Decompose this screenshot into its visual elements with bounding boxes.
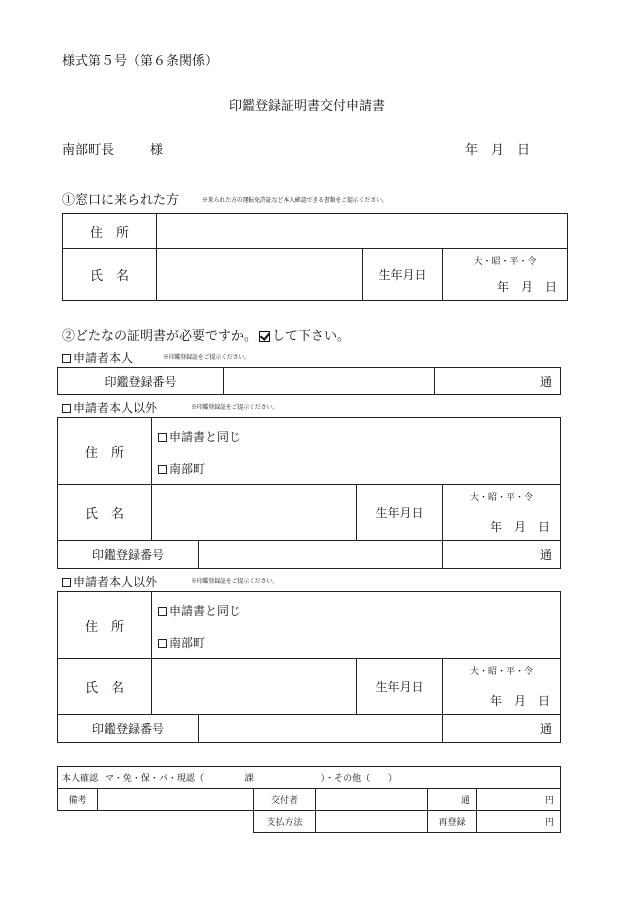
- proxy1-name-label: 氏 名: [58, 485, 152, 541]
- option-self[interactable]: [62, 349, 133, 366]
- visitor-name-field[interactable]: [157, 249, 363, 301]
- proxy1-birth-ymd: 年 月 日: [489, 520, 550, 534]
- visitor-birthdate-label: 生年月日: [363, 249, 443, 301]
- copies-issued-field[interactable]: 通: [428, 789, 477, 811]
- checkmark-box-icon: [259, 331, 270, 342]
- section1-note: ※来られた方の運転免許証など本人確認できる書類をご提示ください。: [202, 197, 388, 204]
- visitor-era-options: 大・昭・平・令: [473, 257, 537, 267]
- proxy2-birthdate-field[interactable]: [443, 659, 561, 715]
- proxy2-birth-ymd: 年 月 日: [489, 694, 550, 708]
- payment-method-label: 支払方法: [254, 811, 316, 833]
- form-title: 印鑑登録証明書交付申請書: [229, 99, 386, 114]
- section2-heading-before: ②どたなの証明書が必要ですか。: [62, 329, 258, 344]
- proxy1-address-field[interactable]: [152, 418, 561, 485]
- self-seal-number-field[interactable]: [224, 368, 435, 395]
- proxy2-copies-field[interactable]: 通: [443, 715, 561, 743]
- visitor-birth-ymd: 年 月 日: [497, 280, 558, 294]
- visitor-address-field[interactable]: [157, 214, 568, 249]
- addressee-honorific: 様: [150, 143, 164, 158]
- remarks-field[interactable]: [98, 789, 254, 811]
- office-use-table: [57, 766, 561, 833]
- option-other-1[interactable]: [62, 399, 157, 416]
- proxy2-address-label: 住 所: [58, 592, 152, 659]
- proxy1-same-option[interactable]: [158, 428, 241, 445]
- other-note-2: ※印鑑登録証をご提示ください。: [191, 578, 279, 585]
- proxy2-address-field[interactable]: [152, 592, 561, 659]
- id-check-label: 本人確認: [62, 774, 99, 784]
- form-number: 様式第５号（第６条関係）: [62, 54, 219, 69]
- id-check-row: [58, 767, 561, 789]
- other-note-1: ※印鑑登録証をご提示ください。: [191, 404, 279, 411]
- other-checkbox-2[interactable]: [62, 578, 71, 587]
- section2-heading: [62, 325, 350, 344]
- application-date: 年 月 日: [465, 143, 531, 158]
- visitor-address-label: 住 所: [63, 214, 157, 249]
- section2-heading-after: して下さい。: [272, 329, 351, 344]
- self-seal-table: [57, 367, 561, 395]
- id-check-tail[interactable]: ）・その他（ ）: [320, 774, 398, 784]
- id-check-options[interactable]: マ・免・保・パ・現認（: [104, 774, 204, 784]
- visitor-birthdate-field[interactable]: [443, 249, 568, 301]
- proxy1-birthdate-field[interactable]: [443, 485, 561, 541]
- addressee: 南部町長: [62, 143, 115, 158]
- proxy2-era-options: 大・昭・平・令: [469, 667, 533, 677]
- remarks-label: 備考: [58, 789, 98, 811]
- self-checkbox[interactable]: [62, 354, 71, 363]
- proxy2-seal-number-label: 印鑑登録番号: [58, 715, 199, 743]
- proxy2-same-label: 申請書と同じ: [169, 604, 242, 618]
- proxy2-birthdate-label: 生年月日: [357, 659, 443, 715]
- proxy1-town-option[interactable]: [158, 460, 205, 477]
- proxy1-era-options: 大・昭・平・令: [469, 493, 533, 503]
- proxy2-same-option[interactable]: [158, 602, 241, 619]
- proxy2-town-option[interactable]: [158, 634, 205, 651]
- reregistration-label: 再登録: [428, 811, 477, 833]
- option-other-2[interactable]: [62, 573, 157, 590]
- proxy1-same-label: 申請書と同じ: [169, 430, 242, 444]
- self-option-label: 申請者本人: [73, 351, 134, 365]
- other-checkbox-1[interactable]: [62, 404, 71, 413]
- payment-method-field[interactable]: [316, 811, 428, 833]
- proxy-table-1: [57, 417, 561, 569]
- proxy2-name-field[interactable]: [152, 659, 357, 715]
- proxy1-seal-number-field[interactable]: [199, 541, 443, 569]
- self-seal-number-label: 印鑑登録番号: [58, 368, 224, 395]
- other-option-label-2: 申請者本人以外: [73, 575, 158, 589]
- proxy2-same-checkbox[interactable]: [158, 607, 167, 616]
- visitor-name-label: 氏 名: [63, 249, 157, 301]
- reregistration-fee-field[interactable]: 円: [477, 811, 561, 833]
- proxy1-address-label: 住 所: [58, 418, 152, 485]
- proxy1-birthdate-label: 生年月日: [357, 485, 443, 541]
- issuer-label: 交付者: [254, 789, 316, 811]
- issuer-field[interactable]: [316, 789, 428, 811]
- proxy1-seal-number-label: 印鑑登録番号: [58, 541, 199, 569]
- proxy2-name-label: 氏 名: [58, 659, 152, 715]
- self-copies-field[interactable]: 通: [435, 368, 561, 395]
- proxy1-town-label: 南部町: [169, 462, 206, 476]
- proxy2-town-checkbox[interactable]: [158, 639, 167, 648]
- proxy2-seal-number-field[interactable]: [199, 715, 443, 743]
- section1-heading: ①窓口に来られた方: [62, 193, 180, 208]
- other-option-label-1: 申請者本人以外: [73, 401, 158, 415]
- proxy-table-2: [57, 591, 561, 743]
- visitor-table: [62, 213, 568, 301]
- proxy2-town-label: 南部町: [169, 636, 206, 650]
- id-check-section-label: 課: [244, 774, 254, 784]
- blank-cell: [58, 811, 254, 833]
- proxy1-same-checkbox[interactable]: [158, 433, 167, 442]
- proxy1-copies-field[interactable]: 通: [443, 541, 561, 569]
- fee-field[interactable]: 円: [477, 789, 561, 811]
- proxy1-town-checkbox[interactable]: [158, 465, 167, 474]
- self-note: ※印鑑登録証をご提示ください。: [163, 354, 251, 361]
- proxy1-name-field[interactable]: [152, 485, 357, 541]
